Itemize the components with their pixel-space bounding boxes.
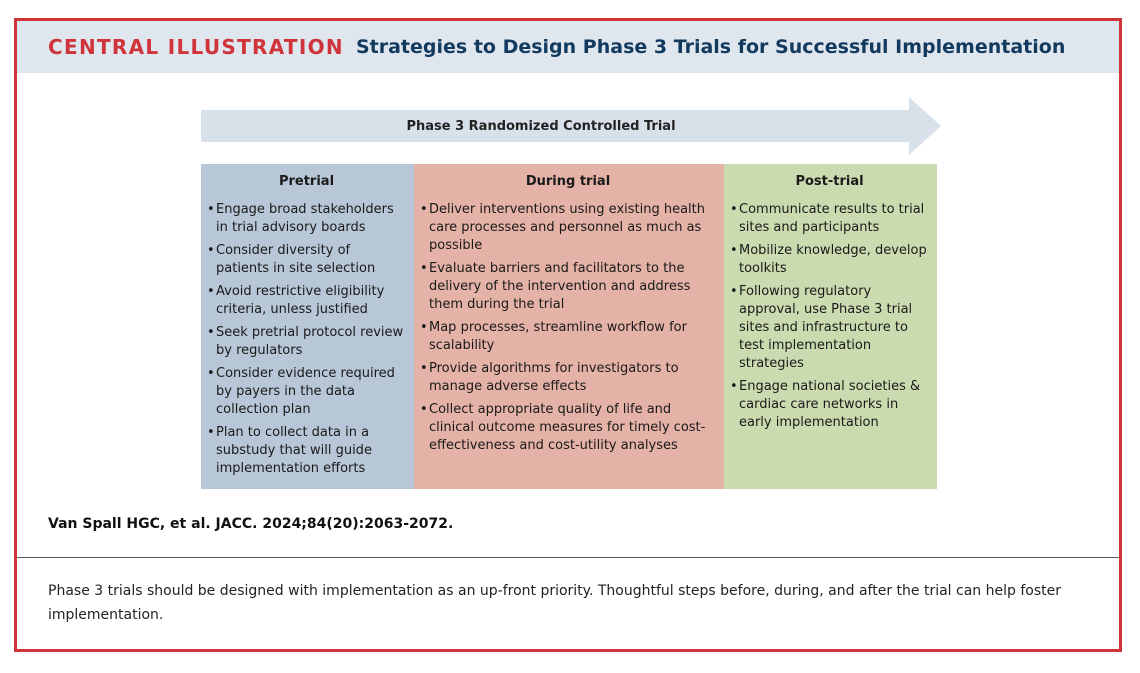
list-item: • Mobilize knowledge, develop toolkits — [730, 242, 929, 278]
list-item: • Plan to collect data in a substudy that will guide implementation efforts — [207, 424, 406, 478]
during-trial-column — [414, 164, 724, 489]
pretrial-title: Pretrial — [278, 174, 335, 189]
header-bar — [17, 21, 1119, 73]
list-item: • Following regulatory approval, use Phase 3 trial sites and infrastructure to test implementation strategies — [730, 283, 929, 373]
list-item: • Collect appropriate quality of life and clinical outcome measures for timely cost-effectiveness and cost-utility analyses — [420, 401, 716, 455]
figure-caption: Phase 3 trials should be designed with implementation as an up-front priority. Thoughtful steps before, during, and after the trial can help foster implementation. — [48, 583, 1061, 623]
central-illustration-frame — [14, 18, 1122, 652]
list-item: • Provide algorithms for investigators to manage adverse effects — [420, 360, 716, 396]
post-trial-list — [730, 201, 929, 432]
central-illustration-label: CENTRAL ILLUSTRATION — [48, 35, 344, 59]
post-trial-title: Post-trial — [795, 174, 864, 189]
pretrial-list — [207, 201, 406, 478]
list-item: • Engage national societies & cardiac care networks in early implementation — [730, 378, 929, 432]
list-item: • Avoid restrictive eligibility criteria, unless justified — [207, 283, 406, 319]
arrow-label: Phase 3 Randomized Controlled Trial — [406, 118, 676, 134]
divider — [17, 557, 1119, 558]
list-item: • Evaluate barriers and facilitators to the delivery of the intervention and address them during the trial — [420, 260, 716, 314]
trial-arrow — [201, 97, 941, 155]
citation: Van Spall HGC, et al. JACC. 2024;84(20):2063-2072. — [48, 516, 454, 532]
during-trial-title: During trial — [525, 174, 611, 189]
during-trial-list — [420, 201, 716, 455]
list-item: • Consider evidence required by payers in the data collection plan — [207, 365, 406, 419]
figure-title: Strategies to Design Phase 3 Trials for Successful Implementation — [355, 36, 1066, 58]
list-item: • Communicate results to trial sites and participants — [730, 201, 929, 237]
list-item: • Deliver interventions using existing health care processes and personnel as much as possible — [420, 201, 716, 255]
phase-columns — [201, 164, 937, 489]
post-trial-column — [724, 164, 937, 489]
list-item: • Consider diversity of patients in site selection — [207, 242, 406, 278]
list-item: • Seek pretrial protocol review by regulators — [207, 324, 406, 360]
pretrial-column — [201, 164, 414, 489]
list-item: • Map processes, streamline workflow for scalability — [420, 319, 716, 355]
list-item: • Engage broad stakeholders in trial advisory boards — [207, 201, 406, 237]
